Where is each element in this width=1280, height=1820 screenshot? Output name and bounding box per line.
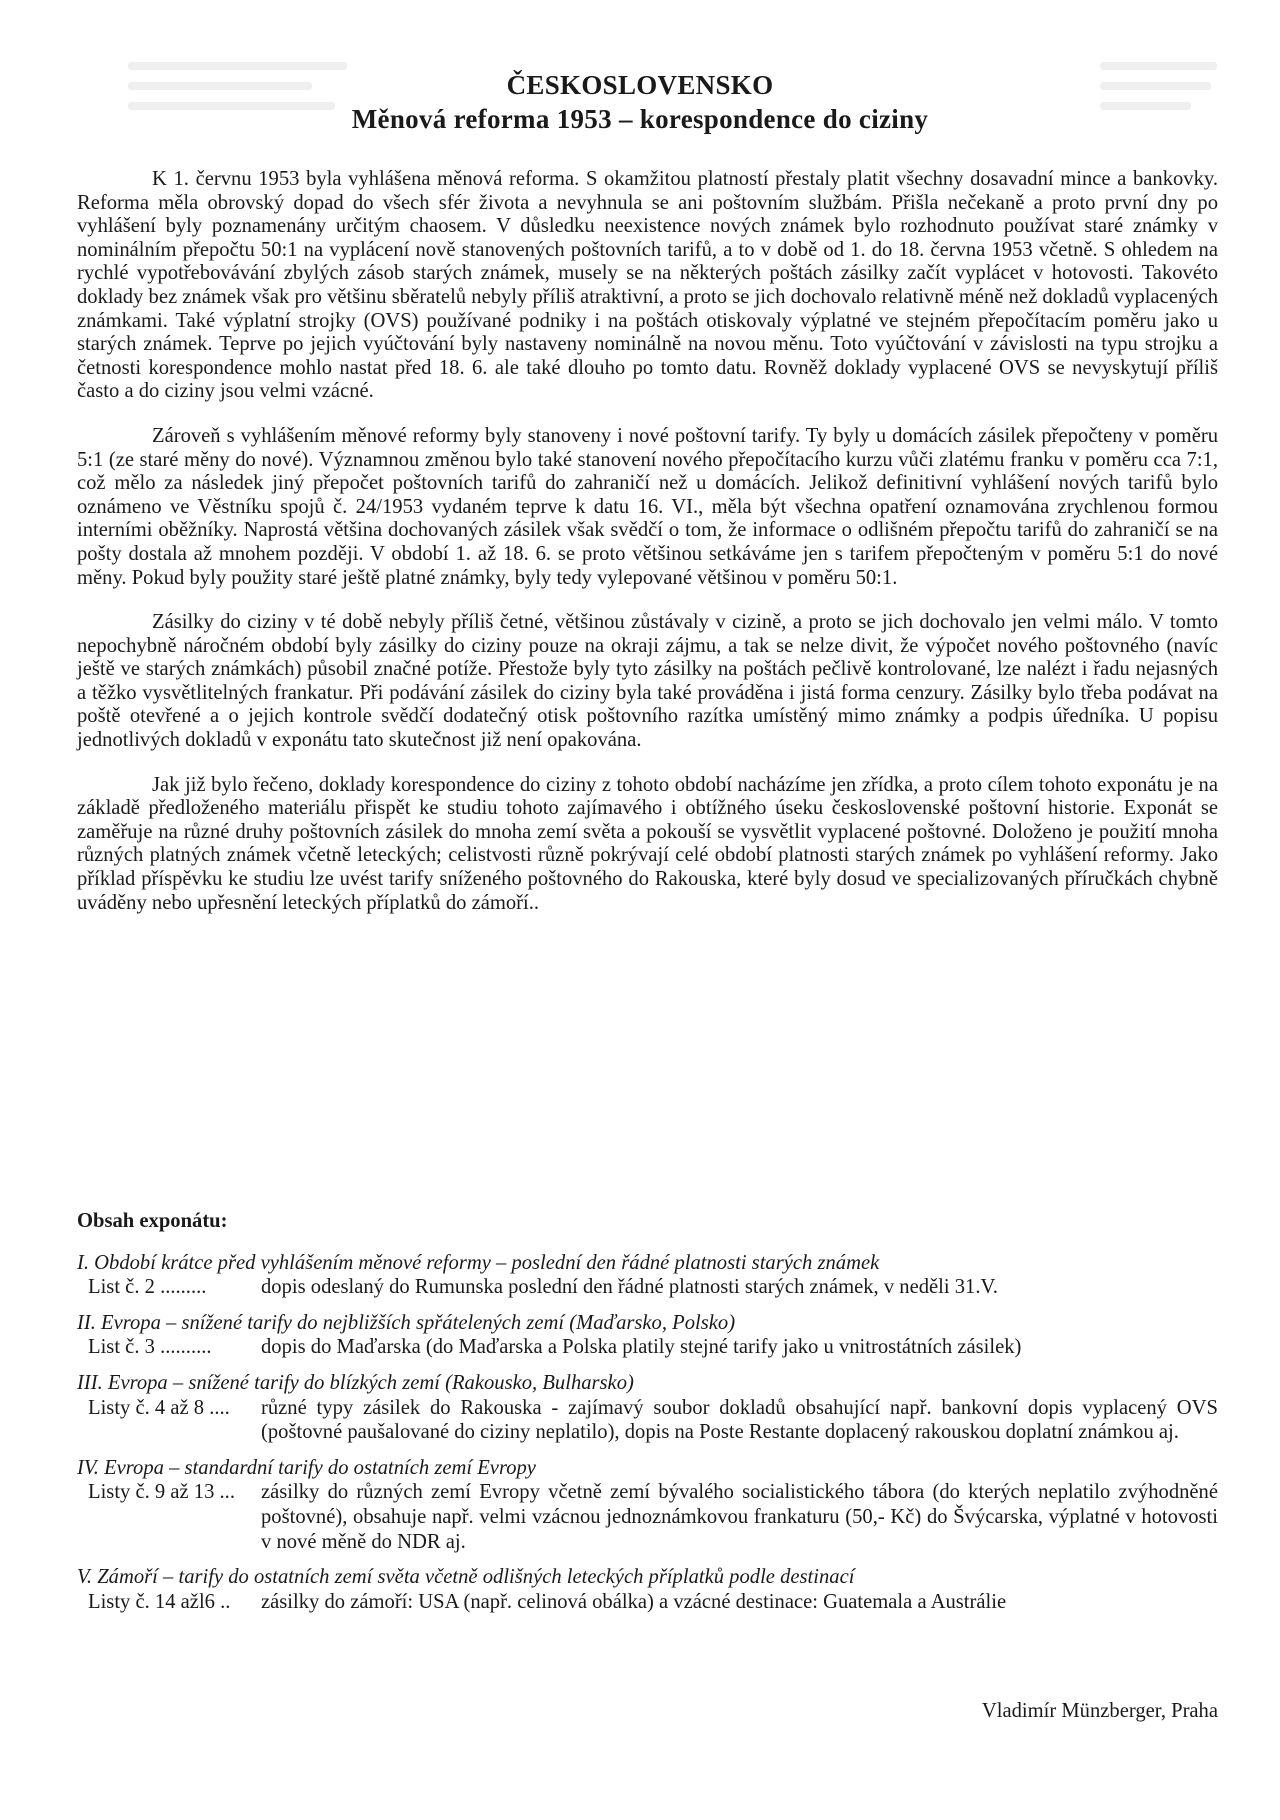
sheet-reference: Listy č. 9 až 13 ... <box>88 1481 235 1504</box>
exhibit-contents <box>77 1209 1218 1625</box>
paragraph: Zároveň s vyhlášením měnové reformy byly stanoveny i nové poštovní tarify. Ty byly u domácích zásilek přepočteny v poměru 5:1 (ze staré měny do nové). Významnou změnou bylo také stanovení nového přepočítacího kurzu vůči zlatému franku v poměru cca 7:1, což mělo za následek jiný přepočet poštovních tarifů do zahraničí než u domácích. Jelikož definitivní vyhlášení nových tarifů bylo oznámeno ve Věstníku spojů č. 24/1953 vydaném teprve k datu 16. VI., měla být všechna opatření oznamována zrychlenou formou interními oběžníky. Naprostá většina dochovaných zásilek však svědčí o tom, že informace o odlišném přepočtu tarifů do zahraničí se na pošty dostala až mnohem později. V období 1. až 18. 6. se proto většinou setkáváme jen s tarifem přepočteným v poměru 5:1 do nové měny. Pokud byly použity staré ještě platné známky, byly tedy vylepované většinou v poměru 50:1. <box>77 424 1218 589</box>
contents-section <box>77 1371 1218 1445</box>
contents-section <box>77 1456 1218 1554</box>
contents-entry <box>77 1275 1218 1300</box>
contents-section <box>77 1565 1218 1614</box>
contents-entry <box>77 1335 1218 1360</box>
sheet-description: dopis do Maďarska (do Maďarska a Polska platily stejné tarify jako u vnitrostátních zásilek) <box>261 1336 1022 1359</box>
sheet-reference: Listy č. 14 ažl6 .. <box>88 1590 231 1613</box>
section-title: V. Zámoří – tarify do ostatních zemí světa včetně odlišných leteckých příplatků podle destinací <box>77 1566 855 1589</box>
sheet-reference: Listy č. 4 až 8 .... <box>88 1396 230 1419</box>
paragraph: Zásilky do ciziny v té době nebyly příliš četné, většinou zůstávaly v cizině, a proto se jich dochovalo jen velmi málo. V tomto nepochybně náročném období byly zásilky do ciziny pouze na okraji zájmu, a tak se nelze divit, že výpočet nového poštovného (navíc ještě ve starých známkách) působil značné potíže. Přestože byly tyto zásilky na poštách pečlivě kontrolované, lze nalézt i řadu nejasných a těžko vysvětlitelných frankatur. Při podávání zásilek do ciziny byla také prováděna i jistá forma cenzury. Zásilky bylo třeba podávat na poště otevřené a o jejich kontrole svědčí dodatečný otisk poštovního razítka umístěný mimo známky a podpis úředníka. U popisu jednotlivých dokladů v exponátu tato skutečnost již není opakována. <box>77 611 1218 752</box>
contents-entry <box>77 1590 1218 1615</box>
contents-section <box>77 1311 1218 1360</box>
section-title: I. Období krátce před vyhlášením měnové reformy – poslední den řádné platnosti starých známek <box>77 1251 880 1274</box>
contents-heading: Obsah exponátu: <box>77 1210 228 1232</box>
section-title: IV. Evropa – standardní tarify do ostatních zemí Evropy <box>77 1456 536 1479</box>
author-signature: Vladimír Münzberger, Praha <box>981 1700 1218 1722</box>
section-title: III. Evropa – snížené tarify do blízkých zemí (Rakousko, Bulharsko) <box>77 1371 634 1394</box>
section-title: II. Evropa – snížené tarify do nejbližších spřátelených zemí (Maďarsko, Polsko) <box>77 1311 736 1334</box>
contents-entry <box>77 1480 1218 1554</box>
sheet-description: různé typy zásilek do Rakouska - zajímavý soubor dokladů obsahující např. bankovní dopis vyplacený OVS (poštovné paušalované do ciziny neplatilo), dopis na Poste Restante doplacený rakouskou doplatní známkou aj. <box>261 1396 1218 1444</box>
sheet-description: zásilky do zámoří: USA (např. celinová obálka) a vzácné destinace: Guatemala a Austrálie <box>261 1590 1007 1613</box>
intro-text <box>77 168 1218 936</box>
sheet-reference: List č. 2 ......... <box>88 1276 207 1299</box>
page-subtitle: Měnová reforma 1953 – korespondence do ciziny <box>351 104 929 134</box>
sheet-description: dopis odeslaný do Rumunska poslední den řádné platnosti starých známek, v neděli 31.V. <box>261 1276 998 1299</box>
paragraph: K 1. červnu 1953 byla vyhlášena měnová reforma. S okamžitou platností přestaly platit všechny dosavadní mince a bankovky. Reforma měla obrovský dopad do všech sfér života a nevyhnula se ani poštovním službám. Přišla nečekaně a proto první dny po vyhlášení byly poznamenány určitým chaosem. V důsledku neexistence nových známek bylo rozhodnuto používat staré známky v nominálním přepočtu 50:1 na vyplácení nově stanovených poštovních tarifů, a to v době od 1. do 18. června 1953 včetně. S ohledem na rychlé vypotřebovávání zbylých zásob starých známek, musely se na některých poštách zásilky začít vyplácet v hotovosti. Takovéto doklady bez známek však pro většinu sběratelů nebyly příliš atraktivní, a proto se jich dochovalo relativně méně než dokladů vyplacených známkami. Také výplatní strojky (OVS) používané podniky i na poštách otiskovaly výplatné ve stejném přepočítacím poměru jako u starých známek. Teprve po jejich vyúčtování byly nastaveny nominálně na novou měnu. Toto vyúčtování v závislosti na typu strojku a četnosti korespondence mohlo nastat před 18. 6. ale také dlouho po tomto datu. Rovněž doklady vyplacené OVS se nevyskytují příliš často a do ciziny jsou velmi vzácné. <box>77 168 1218 403</box>
page-title: ČESKOSLOVENSKO <box>506 70 774 100</box>
sheet-description: zásilky do různých zemí Evropy včetně zemí bývalého socialistického tábora (do kterých neplatilo zvýhodněné poštovné), obsahuje např. velmi vzácnou jednoznámkovou frankaturu (50,- Kč) do Švýcarska, výplatné v hotovosti v nové měně do NDR aj. <box>261 1481 1218 1553</box>
contents-section <box>77 1251 1218 1300</box>
paragraph: Jak již bylo řečeno, doklady korespondence do ciziny z tohoto období nacházíme jen zřídka, a proto cílem tohoto exponátu je na základě předloženého materiálu přispět ke studiu tohoto zajímavého i obtížného úseku československé poštovní historie. Exponát se zaměřuje na různé druhy poštovních zásilek do mnoha zemí světa a pokouší se vysvětlit vyplacené poštovné. Doloženo je použití mnoha různých platných známek včetně leteckých; celistvosti různě pokrývají celé období platnosti starých známek po vyhlášení reformy. Jako příklad příspěvku ke studiu lze uvést tarify sníženého poštovného do Rakouska, které byly dosud ve specializovaných příručkách chybně uváděny nebo upřesnění leteckých příplatků do zámoří.. <box>77 773 1218 914</box>
sheet-reference: List č. 3 .......... <box>88 1336 212 1359</box>
contents-entry <box>77 1396 1218 1445</box>
